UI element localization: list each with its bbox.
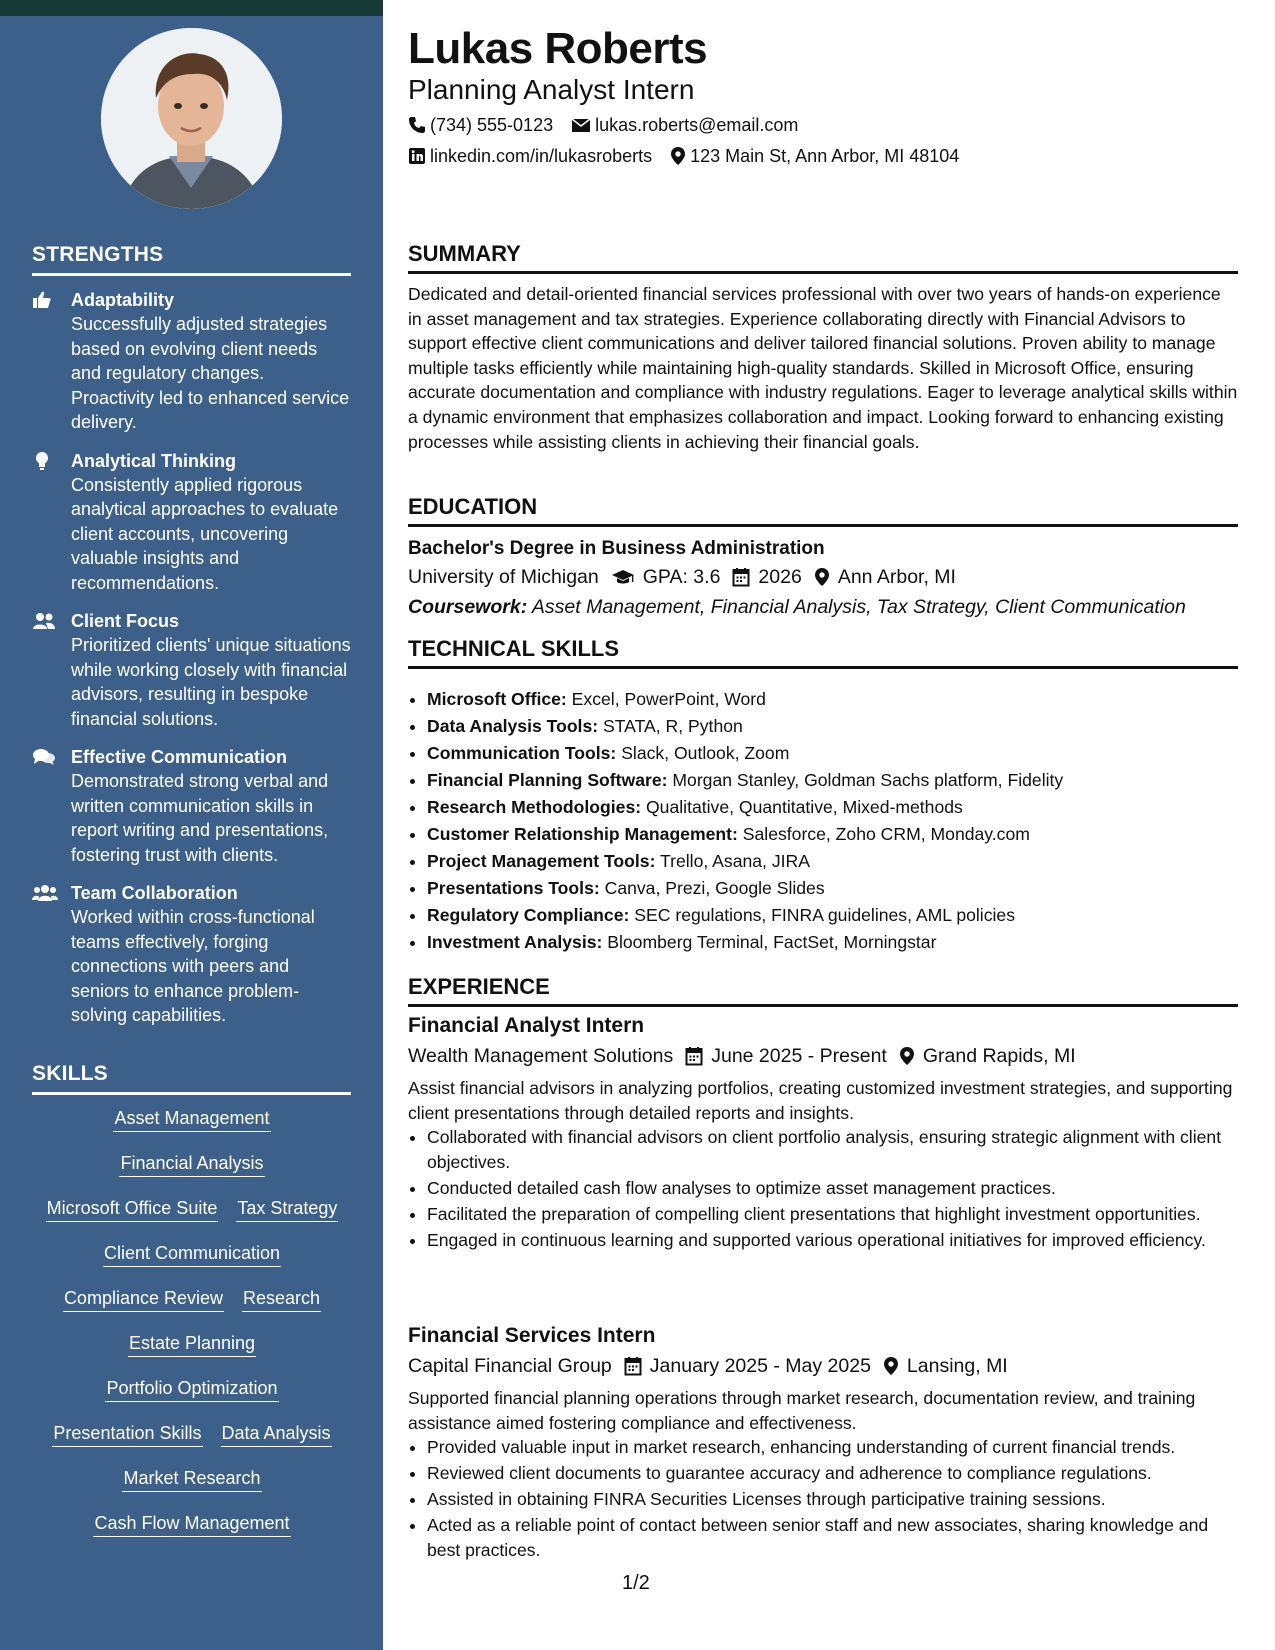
map-pin-icon xyxy=(883,1356,899,1376)
skill-category: Regulatory Compliance: xyxy=(427,905,630,925)
list-item: • Facilitated the preparation of compelling client presentations that highlight investment opportunities. xyxy=(427,1202,1238,1227)
address-contact xyxy=(670,144,959,168)
job-meta xyxy=(408,1040,1238,1072)
map-pin-icon xyxy=(899,1046,915,1066)
linkedin-contact[interactable] xyxy=(408,144,652,168)
strength-item xyxy=(32,745,352,867)
technical-skills-heading: TECHNICAL SKILLS xyxy=(408,636,1238,669)
team-icon xyxy=(32,883,56,903)
skill-category: Presentations Tools: xyxy=(427,878,600,898)
job-description: Supported financial planning operations through market research, documentation review, and training assistance aimed fostering compliance and effectiveness. xyxy=(408,1388,1196,1433)
strength-title: Adaptability xyxy=(71,290,175,310)
skill-values: STATA, R, Python xyxy=(602,716,743,736)
sidebar-top-bar xyxy=(0,0,383,16)
education-entry xyxy=(408,536,1238,622)
linkedin-icon xyxy=(408,147,426,165)
job-bullets xyxy=(408,1435,1238,1562)
skill-values: Qualitative, Quantitative, Mixed-methods xyxy=(646,797,963,817)
list-item: • Engaged in continuous learning and supported various operational initiatives for improved efficiency. xyxy=(427,1228,1238,1253)
job-role: Financial Analyst Intern xyxy=(408,1014,645,1037)
skill-values: Salesforce, Zoho CRM, Monday.com xyxy=(742,824,1030,844)
skill-values: Excel, PowerPoint, Word xyxy=(571,689,766,709)
list-item xyxy=(427,794,1257,821)
list-item: • Assisted in obtaining FINRA Securities Licenses through participative training sessions. xyxy=(427,1487,1238,1512)
education-heading: EDUCATION xyxy=(408,494,1238,527)
strength-item xyxy=(32,609,352,731)
phone-number: (734) 555-0123 xyxy=(430,115,554,135)
list-item xyxy=(427,740,1257,767)
skill-tag[interactable]: Presentation Skills xyxy=(52,1422,202,1447)
skill-category: Project Management Tools: xyxy=(427,851,656,871)
sidebar xyxy=(0,0,383,1650)
skill-tag[interactable]: Client Communication xyxy=(103,1242,281,1267)
experience-entry xyxy=(408,1012,1238,1254)
skill-category: Microsoft Office: xyxy=(427,689,567,709)
strength-item xyxy=(32,449,352,596)
lightbulb-icon xyxy=(32,451,56,471)
strength-title: Analytical Thinking xyxy=(71,450,237,471)
graduation-year: 2026 xyxy=(758,566,802,588)
summary-heading: SUMMARY xyxy=(408,241,1238,274)
list-item: • Provided valuable input in market research, enhancing understanding of current financial trends. xyxy=(427,1435,1238,1460)
job-dates: January 2025 - May 2025 xyxy=(649,1355,871,1377)
gpa: GPA: 3.6 xyxy=(642,566,721,588)
list-item xyxy=(427,821,1257,848)
job-location: Grand Rapids, MI xyxy=(922,1045,1076,1067)
calendar-icon xyxy=(732,567,750,587)
job-role: Financial Services Intern xyxy=(408,1324,656,1347)
comments-icon xyxy=(32,747,56,767)
address: 123 Main St, Ann Arbor, MI 48104 xyxy=(690,146,960,166)
skill-tag[interactable]: Compliance Review xyxy=(63,1287,224,1312)
company-name: Capital Financial Group xyxy=(408,1355,612,1377)
job-description: Assist financial advisors in analyzing portfolios, creating customized investment strategies, and supporting client presentations through detailed reports and insights. xyxy=(408,1078,1233,1123)
summary-text: Dedicated and detail-oriented financial services professional with over two years of hands-on experience in asset management and tax strategies. Experience collaborating directly with Financial Advisors to support effective client communications and deliver tailored financial solutions. Proven ability to manage multiple tasks efficiently while maintaining high-quality standards. Skilled in Microsoft Office, ensuring accurate documentation and compliance with industry regulations. Eager to leverage analytical skills within a dynamic environment that emphasizes collaboration and impact. Looking forward to enhancing existing processes while assisting clients in achieving their financial goals. xyxy=(408,284,1238,452)
calendar-icon xyxy=(685,1046,703,1066)
list-item xyxy=(427,686,1257,713)
coursework-label: Coursework: xyxy=(408,596,528,618)
skill-tag[interactable]: Financial Analysis xyxy=(119,1152,264,1177)
strength-description: Consistently applied rigorous analytical approaches to evaluate client accounts, uncovering valuable insights and recommendations. xyxy=(71,474,339,593)
linkedin-url: linkedin.com/in/lukasroberts xyxy=(430,146,653,166)
skill-category: Investment Analysis: xyxy=(427,932,603,952)
contact-line-1 xyxy=(408,113,816,137)
list-item xyxy=(427,848,1257,875)
strengths-heading: STRENGTHS xyxy=(32,243,351,276)
strength-item xyxy=(32,881,352,1028)
skill-values: Slack, Outlook, Zoom xyxy=(621,743,790,763)
skill-category: Data Analysis Tools: xyxy=(427,716,599,736)
skill-values: Trello, Asana, JIRA xyxy=(660,851,810,871)
skill-tag[interactable]: Research xyxy=(242,1287,321,1312)
envelope-icon xyxy=(571,117,591,133)
degree: Bachelor's Degree in Business Administration xyxy=(408,538,825,559)
skill-tag[interactable]: Estate Planning xyxy=(128,1332,256,1357)
strength-description: Successfully adjusted strategies based on evolving client needs and regulatory changes. Proactivity led to enhanced service delivery. xyxy=(71,314,350,432)
skill-category: Research Methodologies: xyxy=(427,797,642,817)
list-item: • Reviewed client documents to guarantee accuracy and adherence to compliance regulations. xyxy=(427,1461,1238,1486)
skill-tag[interactable]: Data Analysis xyxy=(221,1422,332,1447)
skill-tag[interactable]: Portfolio Optimization xyxy=(105,1377,278,1402)
skill-category: Financial Planning Software: xyxy=(427,770,668,790)
map-pin-icon xyxy=(670,146,686,166)
experience-entry xyxy=(408,1322,1238,1564)
skill-tag[interactable]: Tax Strategy xyxy=(236,1197,338,1222)
skill-values: Bloomberg Terminal, FactSet, Morningstar xyxy=(607,932,937,952)
strength-item xyxy=(32,288,352,435)
page-number: 1/2 xyxy=(622,1572,650,1594)
candidate-name: Lukas Roberts xyxy=(408,24,708,73)
skill-tag[interactable]: Asset Management xyxy=(113,1107,270,1132)
list-item xyxy=(427,875,1257,902)
strengths-list xyxy=(32,288,352,1042)
graduation-cap-icon xyxy=(611,568,635,586)
skill-tag[interactable]: Cash Flow Management xyxy=(93,1512,290,1537)
list-item xyxy=(427,929,1257,956)
strength-title: Team Collaboration xyxy=(71,883,238,903)
education-meta xyxy=(408,562,1238,592)
skill-values: Morgan Stanley, Goldman Sachs platform, Fidelity xyxy=(672,770,1064,790)
education-location: Ann Arbor, MI xyxy=(837,566,956,588)
calendar-icon xyxy=(624,1356,642,1376)
list-item: • Conducted detailed cash flow analyses to optimize asset management practices. xyxy=(427,1176,1238,1201)
email-contact[interactable] xyxy=(571,113,798,137)
strength-title: Client Focus xyxy=(71,611,180,631)
skill-tag[interactable]: Market Research xyxy=(122,1467,261,1492)
thumbs-up-icon xyxy=(32,290,56,310)
coursework-list: Asset Management, Financial Analysis, Tax Strategy, Client Communication xyxy=(531,596,1186,618)
experience-heading: EXPERIENCE xyxy=(408,974,1238,1007)
strength-description: Demonstrated strong verbal and written communication skills in report writing and presentations, fostering trust with clients. xyxy=(71,771,329,865)
skills-heading: SKILLS xyxy=(32,1062,351,1095)
skill-values: Canva, Prezi, Google Slides xyxy=(604,878,825,898)
strength-description: Worked within cross-functional teams effectively, forging connections with peers and seniors to enhance problem-solving capabilities. xyxy=(71,907,315,1025)
phone-contact[interactable] xyxy=(408,113,553,137)
coursework xyxy=(408,592,1238,622)
list-item: • Acted as a reliable point of contact between senior staff and new associates, sharing knowledge and best practices. xyxy=(427,1513,1238,1562)
skill-values: SEC regulations, FINRA guidelines, AML policies xyxy=(634,905,1015,925)
phone-icon xyxy=(408,116,426,134)
list-item xyxy=(427,767,1257,794)
job-location: Lansing, MI xyxy=(906,1355,1008,1377)
job-dates: June 2025 - Present xyxy=(711,1045,887,1067)
skill-category: Communication Tools: xyxy=(427,743,617,763)
company-name: Wealth Management Solutions xyxy=(408,1045,674,1067)
list-item xyxy=(427,713,1257,740)
profile-photo xyxy=(101,28,282,209)
job-bullets xyxy=(408,1125,1238,1252)
skill-category: Customer Relationship Management: xyxy=(427,824,738,844)
list-item xyxy=(427,902,1257,929)
email-address: lukas.roberts@email.com xyxy=(595,115,799,135)
technical-skills-list xyxy=(408,686,1257,956)
strength-title: Effective Communication xyxy=(71,747,288,767)
school-name: University of Michigan xyxy=(408,566,599,588)
candidate-title: Planning Analyst Intern xyxy=(408,74,695,105)
users-icon xyxy=(32,611,56,631)
list-item: • Collaborated with financial advisors on client portfolio analysis, ensuring strategic alignment with client objectives. xyxy=(427,1125,1238,1174)
strength-description: Prioritized clients' unique situations while working closely with financial advisors, resulting in bespoke financial solutions. xyxy=(71,635,351,729)
contact-line-2 xyxy=(408,144,977,168)
skill-tag[interactable]: Microsoft Office Suite xyxy=(46,1197,219,1222)
skills-cloud xyxy=(32,1107,352,1557)
job-meta xyxy=(408,1350,1238,1382)
map-pin-icon xyxy=(814,567,830,587)
